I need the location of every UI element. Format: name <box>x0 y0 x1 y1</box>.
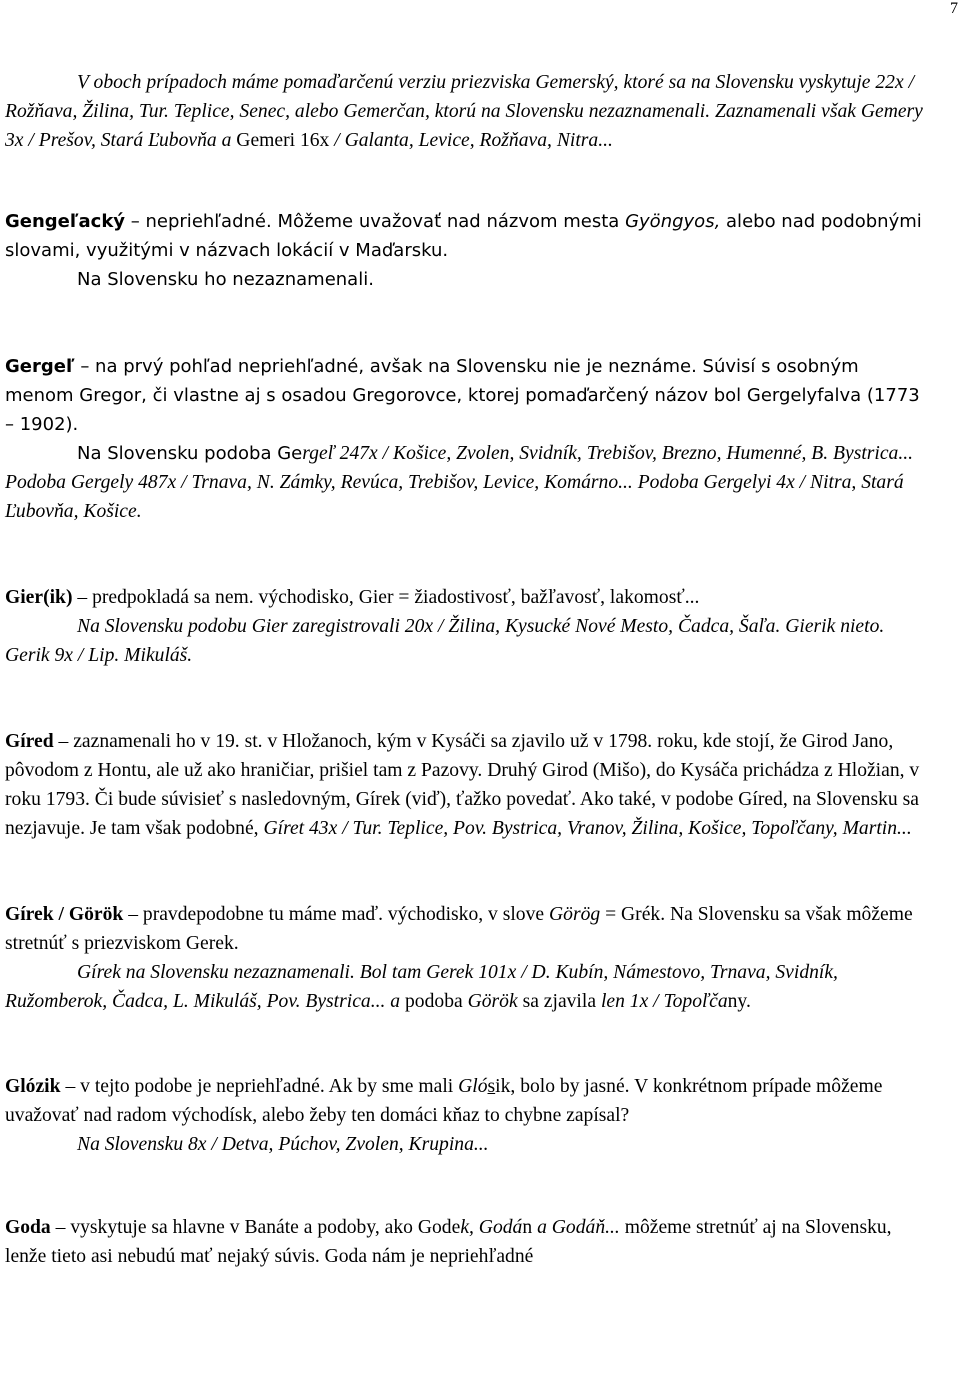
document-body <box>5 68 930 1326</box>
paragraph <box>5 612 930 670</box>
entry-text: – nepriehľadné. <box>130 211 272 232</box>
headword: Gier(ik) <box>5 587 73 608</box>
entry-text: ny. <box>727 991 751 1012</box>
paragraph <box>5 583 930 612</box>
page-number: 7 <box>950 0 958 17</box>
paragraph <box>5 1130 930 1159</box>
intro-text-4: / Galanta, Levice, Rožňava, Nitra... <box>334 130 613 151</box>
paragraph <box>5 1072 930 1130</box>
headword: Glózik <box>5 1076 61 1097</box>
entry-text: – v tejto podobe je nepriehľadné. Ak by sme mali <box>65 1076 454 1097</box>
intro-text-1: V <box>77 72 89 93</box>
entry-text: Gló <box>458 1076 488 1097</box>
entry-text: Môžeme uvažovať nad názvom mesta <box>277 211 620 232</box>
paragraph <box>5 207 930 265</box>
entry-intro <box>5 68 930 155</box>
entry-text: Na Slovensku 8x / Detva, Púchov, Zvolen, Krupina... <box>77 1134 489 1155</box>
paragraph <box>5 727 930 843</box>
headword: Gengeľacký <box>5 211 126 232</box>
entry-text: – predpokladá sa nem. východisko, Gier = žiadostivosť, bažľavosť, lakomosť... <box>77 587 700 608</box>
intro-text-3: Gemeri 16x <box>236 130 330 151</box>
entry-text: Gíret 43x / Tur. Teplice, Pov. Bystrica, Vranov, Žilina, Košice, Topoľčany, Martin... <box>263 818 912 839</box>
entry-text: rgeľ 247x / Košice, Zvolen, Svidník, Trebišov, Brezno, Humenné, B. Bystrica... Podoba Gergely 487x / Trnava, N. Zámky, Revúca, Trebišov, Levice, Komárno... Podoba Gergelyi 4x / Nitra, Stará Ľubovňa, Košice. <box>5 443 914 522</box>
entry-text: – zaznamenali ho v 19. st. v Hložanoch, kým v Kysáči sa zjavilo už v 1798. roku, kde stojí, že Girod Jano, pôvodom z Hontu, ale už ako hraničiar, prišiel tam z Pazovy. Druhý Girod (Mišo), do Kysáča prichádza z Hložian, v roku 1793. Či bude súvisieť s nasledovným, Gírek (viď), ťažko povedať. Ako také, v podobe Gíred, na Slovensku sa nezjavuje. Je tam však podobné, <box>5 731 920 839</box>
entry-text: – pravdepodobne tu máme maď. východisko, v slove <box>128 904 545 925</box>
headword: Gíred <box>5 731 54 752</box>
entry-text: Görög <box>549 904 601 925</box>
entry-text: – na prvý pohľad nepriehľadné, avšak na Slovensku nie je neznáme. Súvisí s osobným menom Gregor, či vlastne aj s osadou Gregorovce, ktorej pomaďarčený názov bol Gergelyfalva (1773 – 1902). <box>5 356 920 435</box>
paragraph <box>5 900 930 958</box>
entry-text: Na Slovensku ho nezaznamenali. <box>77 269 374 290</box>
entry-text: k, Godá <box>460 1217 523 1238</box>
entry-text: ik, bolo by jasné. V konkrétnom prípade môžeme uvažovať nad radom východísk, alebo žeby ten domáci kňaz to chybne zapísal? <box>5 1076 883 1126</box>
entry-text: a Godá <box>537 1217 596 1238</box>
entry-text: Na Slovensku podoba Ge <box>77 443 303 464</box>
paragraph <box>5 68 930 155</box>
entry-text: ň... <box>595 1217 620 1238</box>
entry-goda <box>5 1213 930 1271</box>
paragraph <box>5 1213 930 1271</box>
paragraph <box>5 352 930 439</box>
headword: Gírek / Görök <box>5 904 124 925</box>
entry-text: – vyskytuje sa hlavne v Banáte a podoby, ako Gode <box>55 1217 461 1238</box>
entry-text: Na Slovensku podobu Gier zaregistrovali 20x / Žilina, Kysucké Nové Mesto, Čadca, Šaľa. Gierik nieto. Gerik 9x / Lip. Mikuláš. <box>5 616 885 666</box>
entry-text: alebo nad podobnými slovami, využitými v názvach lokácií v Maďarsku. <box>5 211 922 261</box>
entry-girek <box>5 900 930 1016</box>
headword: Gergeľ <box>5 356 75 377</box>
entry-gergel <box>5 352 930 526</box>
entry-text: podoba <box>405 991 463 1012</box>
entry-text: n <box>522 1217 533 1238</box>
paragraph <box>5 958 930 1016</box>
entry-text: Gírek na Slovensku nezaznamenali. Bol tam Gerek 101x / D. Kubín, Námestovo, Trnava, Svidník, Ružomberok, Čadca, L. Mikuláš, Pov. Bystrica... a <box>5 962 838 1012</box>
entry-text: len 1x / Topoľča <box>600 991 728 1012</box>
paragraph <box>5 439 930 526</box>
entry-gier <box>5 583 930 670</box>
entry-text: môžeme stretnúť aj na Slovensku, lenže tieto asi nebudú mať nejaký súvis. Goda nám je nepriehľadné <box>5 1217 892 1267</box>
headword: Goda <box>5 1217 51 1238</box>
entry-gired <box>5 727 930 843</box>
entry-text: = Grék. Na Slovensku sa však môžeme stretnúť s priezviskom Gerek. <box>5 904 913 954</box>
entry-text: Gyöngyos, <box>625 211 721 232</box>
entry-text: s <box>487 1076 496 1097</box>
entry-text: sa zjavila <box>522 991 597 1012</box>
entry-glozik <box>5 1072 930 1159</box>
intro-text-2: oboch prípadoch máme pomaďarčenú verziu priezviska Gemerský, ktoré sa na Slovensku vyskytuje 22x / Rožňava, Žilina, Tur. Teplice, Senec, alebo Gemerčan, ktorú na Slovensku nezaznamenali. Zaznamenali však Gemery 3x / Prešov, Stará Ľubovňa a <box>5 72 923 151</box>
entry-gengelacky <box>5 207 930 294</box>
paragraph <box>5 265 930 294</box>
entry-text: Görök <box>467 991 518 1012</box>
